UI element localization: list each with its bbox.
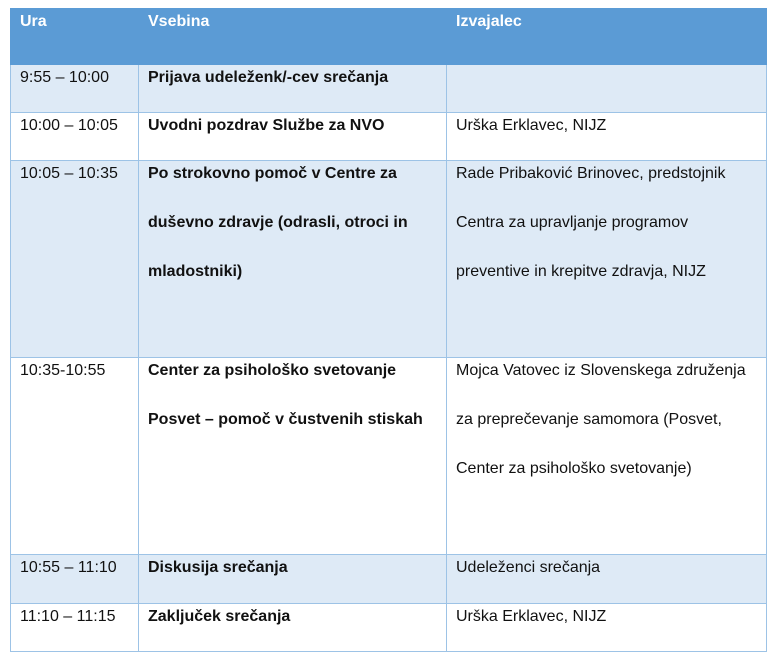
time-text: 9:55 – 10:00 — [20, 69, 109, 86]
table-row — [11, 358, 767, 555]
time-text: 10:00 – 10:05 — [20, 117, 118, 134]
time-text: 10:55 – 11:10 — [20, 559, 117, 576]
time-cell — [11, 358, 139, 555]
performer-cell — [447, 358, 767, 555]
time-text: 10:05 – 10:35 — [20, 165, 118, 182]
content-cell — [139, 358, 447, 555]
time-text: 11:10 – 11:15 — [20, 608, 116, 625]
content-text: Diskusija srečanja — [148, 559, 288, 576]
time-cell — [11, 604, 139, 652]
header-performer: Izvajalec — [447, 9, 767, 65]
table-row — [11, 604, 767, 652]
header-time: Ura — [11, 9, 139, 65]
performer-text: Mojca Vatovec iz Slovenskega združenja za preprečevanje samomora (Posvet, Center za psihološko svetovanje) — [456, 362, 746, 477]
performer-text: Udeleženci srečanja — [456, 559, 601, 576]
content-text: Zaključek srečanja — [148, 608, 291, 625]
time-text: 10:35-10:55 — [20, 362, 106, 379]
table-row — [11, 161, 767, 358]
performer-cell — [447, 604, 767, 652]
content-text: Po strokovno pomoč v Centre za duševno zdravje (odrasli, otroci in mladostniki) — [148, 165, 408, 280]
content-text: Uvodni pozdrav Službe za NVO — [148, 117, 385, 134]
performer-text: Urška Erklavec, NIJZ — [456, 117, 607, 134]
content-cell — [139, 604, 447, 652]
content-text: Center za psihološko svetovanje Posvet – pomoč v čustvenih stiskah — [148, 362, 423, 428]
time-cell — [11, 161, 139, 358]
performer-text: Urška Erklavec, NIJZ — [456, 608, 607, 625]
performer-text: Rade Pribaković Brinovec, predstojnik Centra za upravljanje programov preventive in krepitve zdravja, NIJZ — [456, 165, 726, 280]
content-text: Prijava udeleženk/-cev srečanja — [148, 69, 389, 86]
header-content: Vsebina — [139, 9, 447, 65]
content-cell — [139, 161, 447, 358]
agenda-table — [10, 8, 767, 652]
performer-cell — [447, 161, 767, 358]
table-body — [11, 65, 767, 652]
